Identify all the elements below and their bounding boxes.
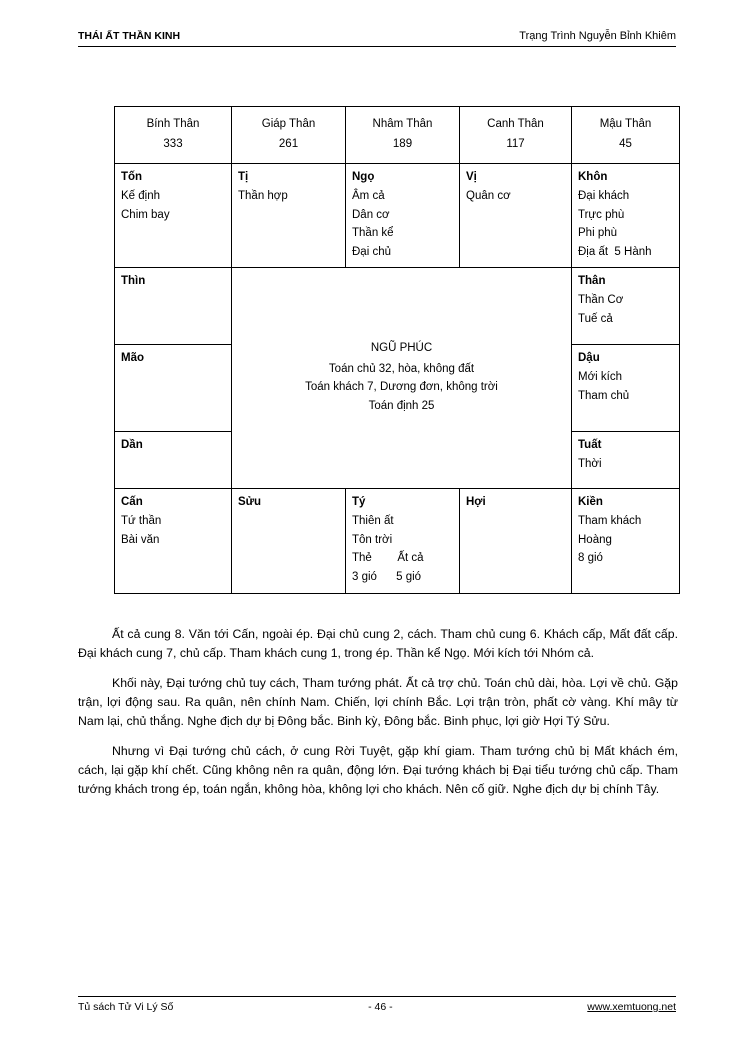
header-right-title: Trạng Trình Nguyễn Bỉnh Khiêm	[519, 30, 676, 42]
cell-hoi-title: Hợi	[466, 496, 486, 509]
header-cell-0	[115, 107, 232, 164]
header-cell-0-name: Bính Thân	[146, 118, 200, 130]
header-cell-4-num: 45	[619, 138, 632, 151]
cell-than-line-1: Tuế cả	[578, 312, 613, 325]
cell-ty-title: Tý	[352, 496, 366, 509]
cell-can	[115, 489, 232, 593]
cell-can-line-0: Tứ thần	[121, 515, 162, 527]
cell-dau	[572, 345, 680, 432]
cell-khon-line-0: Đại khách	[578, 189, 630, 202]
paragraph-3: Nhưng vì Đại tướng chủ cách, ở cung Rời Tuyệt, gặp khí giam. Tham tướng chủ bị Mất khách ém, cách, lại gặp khí chết. Cũng không nên ra quân, động lớn. Đại tướng khách bị Đại tiểu tướng chủ cấp. Tham tướng khách trong ép, toán ngắn, không hòa, không lợi cho khách. Nên cố giữ. Nghe địch dự bị chính Tây.	[78, 744, 678, 797]
cell-vi	[460, 164, 572, 268]
cell-can-title: Cấn	[121, 496, 143, 509]
cell-ty-line-0: Thiên ất	[352, 515, 394, 527]
cell-ton-line-1: Chim bay	[121, 208, 170, 221]
cell-vi-title: Vị	[466, 171, 477, 184]
cell-kien	[572, 489, 680, 593]
header-cell-0-num: 333	[163, 138, 183, 151]
cell-khon	[572, 164, 680, 268]
cell-hoi	[460, 489, 572, 593]
cell-tuat	[572, 432, 680, 489]
cell-can-line-1: Bài văn	[121, 533, 160, 546]
cell-kien-title: Kiền	[578, 496, 603, 509]
table-row-trigram-bottom	[115, 489, 680, 593]
header-cell-4	[572, 107, 680, 164]
header-cell-1-name: Giáp Thân	[261, 118, 316, 130]
cell-ton-title: Tốn	[121, 171, 143, 184]
header-cell-2-num: 189	[392, 138, 413, 151]
header-cell-4-name: Mậu Thân	[599, 118, 652, 130]
cell-ngo-line-0: Âm cả	[352, 189, 385, 202]
cell-suu	[232, 489, 346, 593]
header-cell-1	[232, 107, 346, 164]
footer-left: Tủ sách Tử Vi Lý Số	[78, 1001, 174, 1013]
header-cell-1-num: 261	[278, 138, 299, 151]
ngu-phuc-line-2: Toán định 25	[368, 400, 435, 412]
cell-ty-line-2: Thẻ Ất cả	[352, 552, 424, 565]
cell-dau-line-1: Tham chủ	[578, 389, 630, 402]
header-cell-2	[346, 107, 460, 164]
cell-ty-line-3: 3 gió 5 gió	[352, 570, 422, 583]
cell-ngo-line-3: Đại chủ	[352, 245, 391, 258]
header-cell-3-name: Canh Thân	[487, 118, 544, 130]
cell-dan	[115, 432, 232, 489]
cell-vi-line-0: Quân cơ	[466, 189, 511, 202]
table-row-header	[115, 107, 680, 164]
cell-than-title: Thân	[578, 275, 606, 288]
cell-mao	[115, 345, 232, 432]
thai-at-chart-table	[114, 106, 680, 594]
cell-dau-line-0: Mới kích	[578, 371, 622, 383]
cell-ngo-line-2: Thần kể	[352, 227, 394, 240]
ngu-phuc-title: NGŨ PHÚC	[370, 342, 433, 355]
table-row-trigram-top	[115, 164, 680, 268]
cell-khon-line-2: Phi phù	[578, 227, 618, 240]
cell-than-line-0: Thần Cơ	[578, 294, 624, 306]
cell-kien-line-1: Hoàng	[578, 533, 612, 546]
cell-ti	[232, 164, 346, 268]
cell-dan-title: Dần	[121, 439, 143, 452]
ngu-phuc-line-0: Toán chủ 32, hòa, không đất	[328, 362, 475, 375]
cell-ty-line-1: Tôn trời	[352, 533, 393, 546]
page-footer	[78, 996, 676, 1013]
table-row-thin	[115, 268, 680, 345]
cell-khon-title: Khôn	[578, 171, 608, 184]
cell-ton	[115, 164, 232, 268]
cell-khon-line-1: Trực phù	[578, 208, 625, 221]
paragraph-2: Khối này, Đại tướng chủ tuy cách, Tham tướng phát. Ất cả trợ chủ. Toán chủ dài, hòa. Lợi về chủ. Gặp trận, lợi động sau. Ra quân, nên chính Nam. Chiến, lợi chính Bắc. Lợi trận tròn, phất cờ vàng. Khí mây từ Nam lại, chủ thắng. Nghe địch dự bị Đông bắc. Binh kỳ, Đông bắc. Binh phục, lợi giờ Hợi Tý Sửu.	[78, 676, 678, 729]
cell-ngu-phuc	[232, 268, 572, 489]
cell-thin	[115, 268, 232, 345]
header-left-title: THÁI ẤT THẦN KINH	[78, 30, 181, 42]
cell-kien-line-0: Tham khách	[578, 515, 642, 527]
cell-tuat-line-0: Thời	[578, 458, 602, 470]
cell-ngo	[346, 164, 460, 268]
paragraph-1: Ất cả cung 8. Văn tới Cấn, ngoài ép. Đại chủ cung 2, cách. Tham chủ cung 6. Khách cấp, Mất đất cấp. Đại khách cung 7, chủ cấp. Tham khách cung 1, trong ép. Thần kể Ngọ. Mới kích tới Nhóm cả.	[78, 627, 678, 661]
cell-mao-title: Mão	[121, 352, 144, 365]
cell-than	[572, 268, 680, 345]
cell-ngo-line-1: Dân cơ	[352, 208, 390, 221]
header-cell-3	[460, 107, 572, 164]
cell-khon-line-3: Địa ất 5 Hành	[578, 245, 652, 258]
cell-suu-title: Sửu	[238, 496, 262, 509]
cell-ty	[346, 489, 460, 593]
cell-kien-line-2: 8 gió	[578, 552, 603, 565]
footer-website-link[interactable]: www.xemtuong.net	[587, 1001, 676, 1013]
header-cell-3-num: 117	[506, 138, 525, 151]
cell-dau-title: Dậu	[578, 352, 600, 365]
cell-ngo-title: Ngọ	[352, 171, 375, 184]
cell-ti-title: Tị	[238, 171, 249, 184]
cell-tuat-title: Tuất	[578, 439, 602, 452]
body-text	[78, 625, 678, 810]
cell-ton-line-0: Kế định	[121, 189, 161, 202]
cell-ti-line-0: Thần hợp	[238, 189, 288, 202]
ngu-phuc-line-1: Toán khách 7, Dương đơn, không trời	[305, 381, 498, 394]
page-header	[78, 30, 676, 47]
header-cell-2-name: Nhâm Thân	[372, 118, 433, 130]
footer-page-number: - 46 -	[368, 1001, 393, 1013]
cell-thin-title: Thìn	[121, 275, 146, 288]
